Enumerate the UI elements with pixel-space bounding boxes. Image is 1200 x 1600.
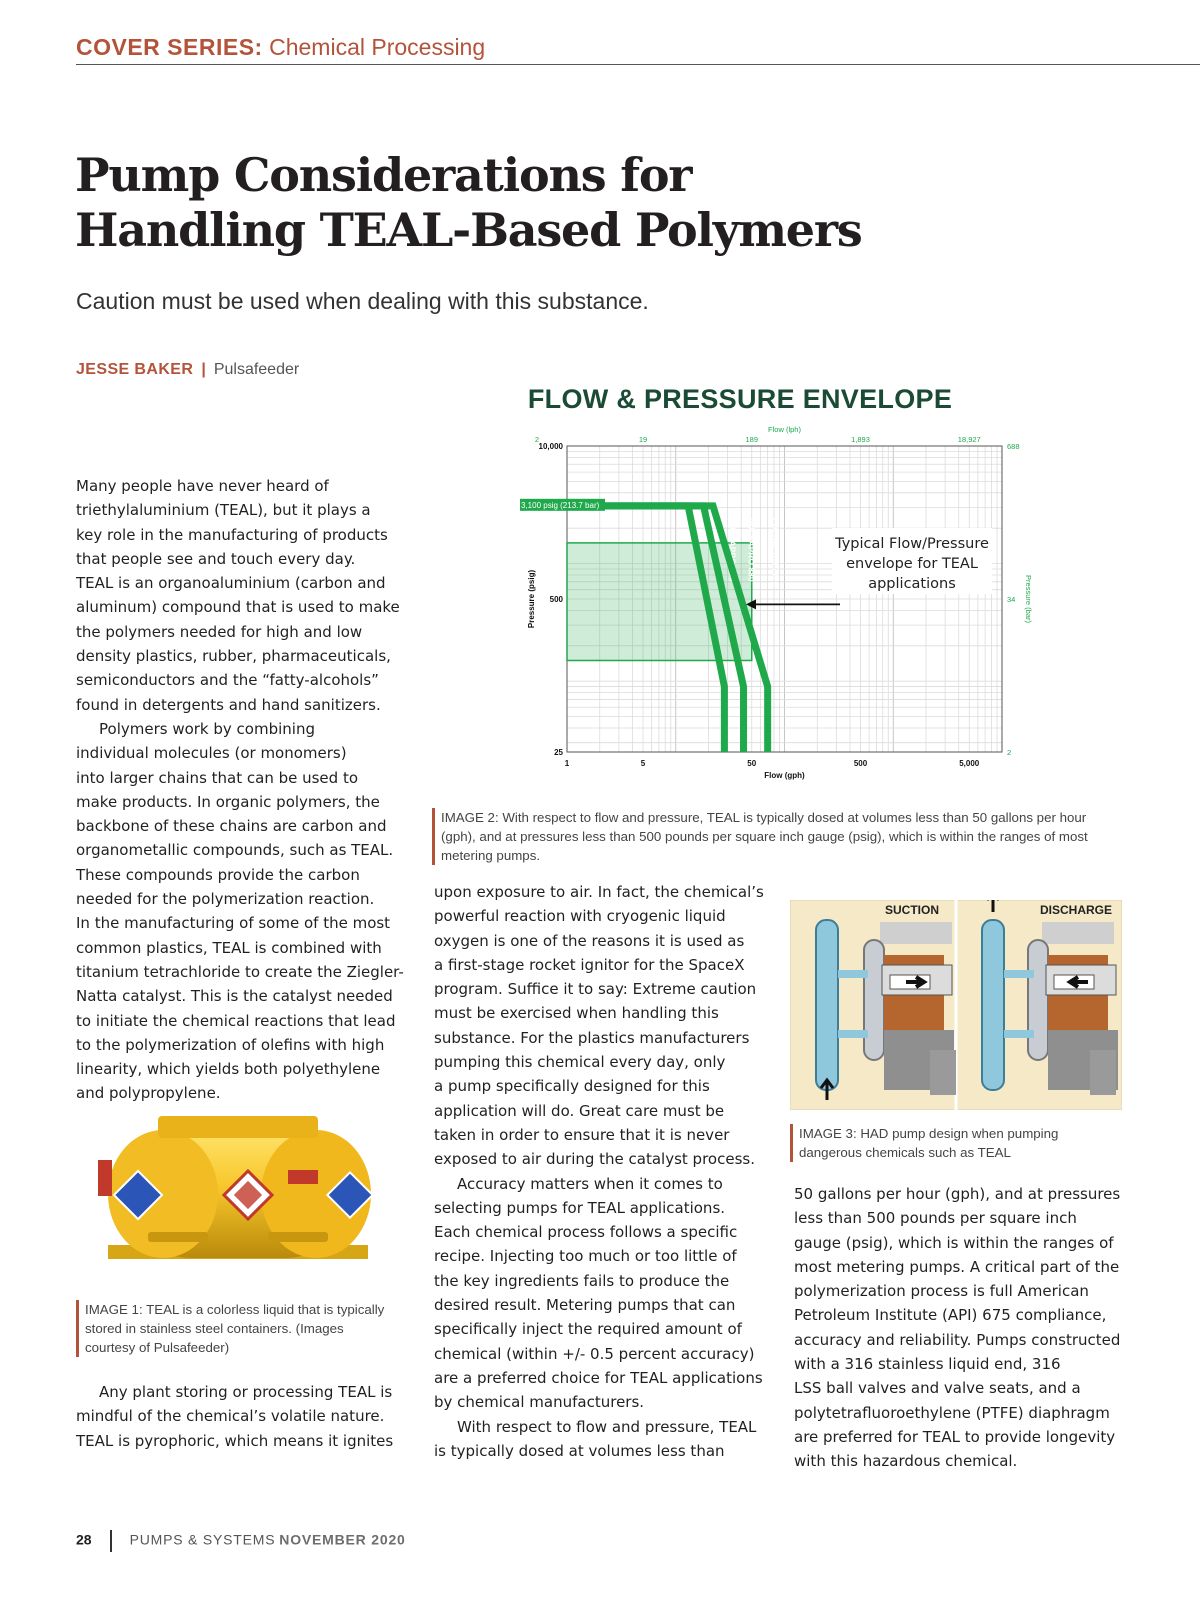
text-line: with this hazardous chemical. bbox=[794, 1452, 1018, 1471]
image-2-caption bbox=[432, 808, 1131, 865]
text-line: to initiate the chemical reactions that lead bbox=[76, 1011, 396, 1030]
text-line: backbone of these chains are carbon and bbox=[76, 817, 387, 836]
text-line: common plastics, TEAL is combined with bbox=[76, 938, 382, 957]
text-line: by chemical manufacturers. bbox=[434, 1393, 645, 1412]
text-line: TEAL is an organoaluminium (carbon and bbox=[76, 574, 386, 593]
text-line: selecting pumps for TEAL applications. bbox=[434, 1198, 726, 1217]
column-1-top bbox=[76, 474, 416, 1106]
y2-tick-label: 34 bbox=[1007, 595, 1016, 604]
x-tick-label: 50 bbox=[747, 759, 757, 768]
text-line: powerful reaction with cryogenic liquid bbox=[434, 907, 726, 926]
text-line: In the manufacturing of some of the most bbox=[76, 914, 391, 933]
text-line: courtesy of Pulsafeeder) bbox=[85, 1340, 230, 1355]
text-line: Polymers work by combining bbox=[99, 719, 315, 738]
y2-axis-label: Pressure (bar) bbox=[1024, 575, 1033, 623]
text-line: gauge (psig), which is within the ranges of bbox=[794, 1233, 1114, 1252]
text-line: a pump specifically designed for this bbox=[434, 1077, 710, 1096]
text-line: upon exposure to air. In fact, the chemical’s bbox=[434, 883, 764, 901]
text-line: Any plant storing or processing TEAL is bbox=[99, 1383, 393, 1401]
magazine-name: PUMPS & SYSTEMS bbox=[129, 1531, 276, 1548]
author-organization: Pulsafeeder bbox=[213, 361, 300, 378]
column-1-bottom bbox=[76, 1380, 416, 1453]
text-line: density plastics, rubber, pharmaceuticals, bbox=[76, 647, 391, 666]
teal-container-image bbox=[88, 1100, 388, 1280]
x-tick-label: 1 bbox=[564, 759, 570, 768]
series-label: PULSAPRO 7120 bbox=[770, 517, 781, 587]
x2-tick-label: 2 bbox=[534, 435, 540, 444]
text-line: are a preferred choice for TEAL applications bbox=[434, 1368, 763, 1387]
text-line: taken in order to ensure that it is never bbox=[434, 1125, 730, 1144]
text-line: oxygen is one of the reasons it is used as bbox=[434, 931, 745, 950]
text-line: make products. In organic polymers, the bbox=[76, 792, 380, 811]
issue-date: NOVEMBER 2020 bbox=[279, 1531, 406, 1548]
x2-axis-label: Flow (lph) bbox=[768, 425, 801, 434]
text-line: titanium tetrachloride to create the Ziegler- bbox=[76, 962, 404, 981]
text-line: Natta catalyst. This is the catalyst needed bbox=[76, 987, 393, 1006]
text-line: the polymers needed for high and low bbox=[76, 622, 363, 641]
col2-paragraph-1 bbox=[434, 880, 774, 1172]
text-line: exposed to air during the catalyst process. bbox=[434, 1150, 755, 1169]
x2-tick-label: 19 bbox=[638, 435, 648, 444]
article-title bbox=[75, 148, 975, 258]
text-line: linearity, which yields both polyethylene bbox=[76, 1060, 381, 1079]
y-axis-label: Pressure (psig) bbox=[527, 569, 536, 629]
text-line: that people see and touch every day. bbox=[76, 549, 356, 568]
y2-tick-label: 688 bbox=[1007, 442, 1020, 451]
x2-tick-label: 18,927 bbox=[957, 435, 981, 444]
y-tick-label: 25 bbox=[554, 748, 563, 757]
text-line: triethylaluminium (TEAL), but it plays a bbox=[76, 501, 371, 520]
text-line: IMAGE 3: HAD pump design when pumping bbox=[799, 1126, 1059, 1141]
text-line: pumping this chemical every day, only bbox=[434, 1053, 726, 1072]
x-tick-label: 5,000 bbox=[959, 759, 980, 768]
text-line: and polypropylene. bbox=[76, 1084, 221, 1103]
text-line: application will do. Great care must be bbox=[434, 1101, 725, 1120]
discharge-pump-section bbox=[982, 900, 1118, 1095]
text-line: With respect to flow and pressure, TEAL bbox=[457, 1417, 757, 1436]
text-line: individual molecules (or monomers) bbox=[76, 744, 347, 763]
text-line: semiconductors and the “fatty-alcohols” bbox=[76, 671, 379, 690]
envelope-label-line: envelope for TEAL bbox=[846, 556, 978, 572]
x-tick-label: 500 bbox=[853, 759, 868, 768]
text-line: These compounds provide the carbon bbox=[76, 865, 360, 884]
column-2 bbox=[434, 880, 774, 1463]
text-line: must be exercised when handling this bbox=[434, 1004, 719, 1023]
y-tick-label: 10,000 bbox=[538, 442, 563, 451]
y-tick-label: 500 bbox=[549, 595, 563, 604]
text-line: to the polymerization of olefins with high bbox=[76, 1035, 385, 1054]
discharge-label: DISCHARGE bbox=[1040, 903, 1113, 917]
flow-pressure-chart bbox=[520, 420, 1040, 798]
text-line: mindful of the chemical’s volatile nature. bbox=[76, 1407, 385, 1426]
text-line: Petroleum Institute (API) 675 compliance, bbox=[794, 1306, 1107, 1325]
col3-paragraph-1 bbox=[794, 1182, 1134, 1474]
image-1-caption bbox=[76, 1300, 405, 1357]
image-3-caption bbox=[790, 1124, 1119, 1162]
x-tick-label: 5 bbox=[640, 759, 646, 768]
page-number: 28 bbox=[76, 1531, 92, 1548]
title-line-1: Pump Considerations for bbox=[75, 148, 692, 202]
text-line: TEAL is pyrophoric, which means it ignites bbox=[76, 1431, 394, 1450]
pressure-annotation-label: 3,100 psig (213.7 bar) bbox=[521, 500, 600, 510]
x2-tick-label: 1,893 bbox=[851, 435, 870, 444]
column-3 bbox=[794, 1182, 1134, 1474]
suction-label: SUCTION bbox=[885, 903, 939, 917]
text-line: Accuracy matters when it comes to bbox=[457, 1174, 723, 1193]
series-label: PULSAPRO 680 bbox=[727, 517, 738, 582]
text-line: needed for the polymerization reaction. bbox=[76, 890, 375, 909]
byline bbox=[76, 361, 299, 379]
text-line: IMAGE 2: With respect to flow and pressure, TEAL is typically dosed at volumes less than 50 gallons per hour bbox=[441, 810, 1087, 825]
text-line: IMAGE 1: TEAL is a colorless liquid that is typically bbox=[85, 1302, 385, 1317]
col1-paragraph-2 bbox=[76, 717, 416, 1106]
text-line: most metering pumps. A critical part of the bbox=[794, 1257, 1120, 1276]
footer-divider bbox=[110, 1530, 112, 1552]
envelope-label-line: Typical Flow/Pressure bbox=[835, 536, 989, 552]
text-line: Each chemical process follows a specific bbox=[434, 1223, 738, 1242]
article-subtitle: Caution must be used when dealing with this substance. bbox=[76, 288, 649, 314]
text-line: chemical (within +/- 0.5 percent accuracy) bbox=[434, 1344, 755, 1363]
col1-paragraph-3 bbox=[76, 1380, 416, 1453]
x-axis-label: Flow (gph) bbox=[764, 771, 805, 780]
text-line: accuracy and reliability. Pumps constructed bbox=[794, 1330, 1121, 1349]
title-line-2: Handling TEAL-Based Polymers bbox=[75, 203, 862, 257]
y2-tick-label: 2 bbox=[1007, 748, 1012, 757]
text-line: Many people have never heard of bbox=[76, 477, 329, 495]
author-name: JESSE BAKER bbox=[76, 361, 194, 378]
text-line: less than 500 pounds per square inch bbox=[794, 1209, 1077, 1228]
text-line: found in detergents and hand sanitizers. bbox=[76, 695, 381, 714]
text-line: desired result. Metering pumps that can bbox=[434, 1296, 736, 1315]
text-line: dangerous chemicals such as TEAL bbox=[799, 1145, 1011, 1160]
col2-paragraph-2 bbox=[434, 1172, 774, 1415]
text-line: recipe. Injecting too much or too little of bbox=[434, 1247, 737, 1266]
text-line: into larger chains that can be used to bbox=[76, 768, 359, 787]
text-line: with a 316 stainless liquid end, 316 bbox=[794, 1355, 1061, 1374]
byline-separator: | bbox=[201, 361, 206, 378]
col1-paragraph-1 bbox=[76, 474, 416, 717]
text-line: a first-stage rocket ignitor for the SpaceX bbox=[434, 955, 745, 974]
text-line: (gph), and at pressures less than 500 pounds per square inch gauge (psig), which is within the ranges of most bbox=[441, 829, 1088, 844]
series-label: PULSAPRO 880 bbox=[746, 517, 757, 582]
x2-tick-label: 189 bbox=[745, 435, 759, 444]
text-line: aluminum) compound that is used to make bbox=[76, 598, 400, 617]
text-line: program. Suffice it to say: Extreme caution bbox=[434, 980, 757, 999]
text-line: metering pumps. bbox=[441, 848, 541, 863]
chart-heading: FLOW & PRESSURE ENVELOPE bbox=[527, 384, 953, 414]
text-line: stored in stainless steel containers. (Images bbox=[85, 1321, 344, 1336]
cover-series-header bbox=[76, 34, 1200, 65]
page-footer bbox=[76, 1530, 406, 1554]
text-line: LSS ball valves and valve seats, and a bbox=[794, 1379, 1081, 1398]
series-label: COVER SERIES: bbox=[76, 34, 263, 60]
series-topic: Chemical Processing bbox=[269, 34, 486, 60]
text-line: specifically inject the required amount of bbox=[434, 1320, 742, 1339]
had-pump-diagram bbox=[790, 900, 1122, 1110]
text-line: are preferred for TEAL to provide longevity bbox=[794, 1427, 1116, 1446]
text-line: key role in the manufacturing of products bbox=[76, 525, 388, 544]
text-line: polymerization process is full American bbox=[794, 1282, 1089, 1301]
text-line: organometallic compounds, such as TEAL. bbox=[76, 841, 394, 860]
text-line: substance. For the plastics manufacturers bbox=[434, 1028, 750, 1047]
text-line: 50 gallons per hour (gph), and at pressures bbox=[794, 1185, 1121, 1203]
text-line: polytetrafluoroethylene (PTFE) diaphragm bbox=[794, 1403, 1110, 1422]
envelope-label-line: applications bbox=[868, 576, 956, 592]
text-line: is typically dosed at volumes less than bbox=[434, 1441, 725, 1460]
text-line: the key ingredients fails to produce the bbox=[434, 1271, 730, 1290]
col2-paragraph-3 bbox=[434, 1415, 774, 1464]
